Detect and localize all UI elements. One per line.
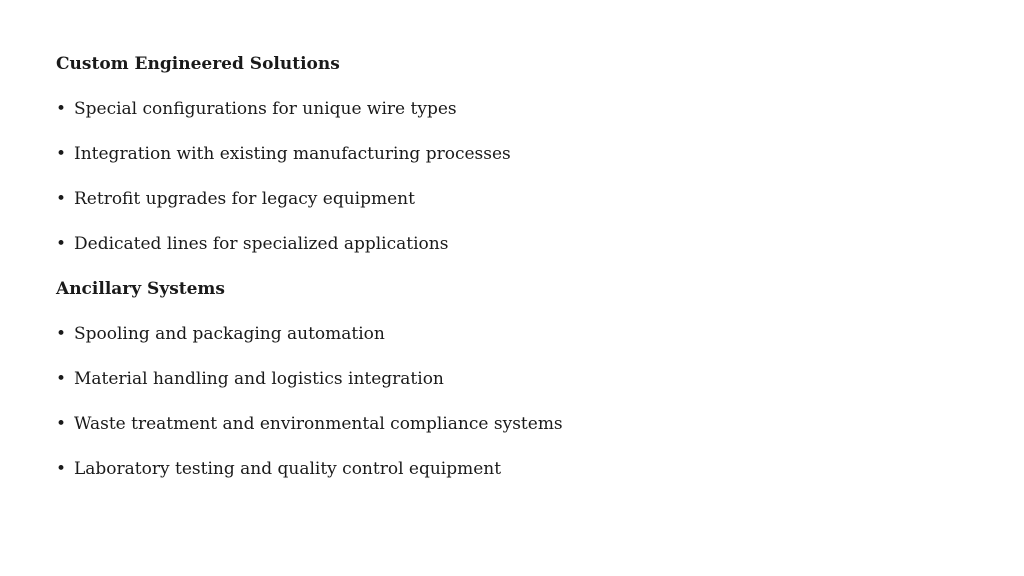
list-item [56,457,956,481]
bullet-icon: • [56,234,67,254]
list-item-text: Spooling and packaging automation [74,324,385,344]
bullet-list [56,322,956,481]
list-item-text: Integration with existing manufacturing processes [74,144,511,164]
section-heading: Ancillary Systems [56,279,225,299]
bullet-icon: • [56,189,67,209]
list-item [56,142,956,166]
list-item [56,232,956,256]
section-heading: Custom Engineered Solutions [56,54,340,74]
section-ancillary-systems [56,277,956,481]
bullet-icon: • [56,369,67,389]
bullet-icon: • [56,144,67,164]
list-item-text: Special configurations for unique wire types [74,99,457,119]
bullet-icon: • [56,459,67,479]
list-item-text: Dedicated lines for specialized applications [74,234,449,254]
bullet-icon: • [56,414,67,434]
list-item [56,367,956,391]
list-item [56,322,956,346]
bullet-icon: • [56,99,67,119]
bullet-icon: • [56,324,67,344]
list-item [56,412,956,436]
section-custom-engineered-solutions [56,52,956,256]
list-item [56,97,956,121]
list-item [56,187,956,211]
slide-content [56,52,956,502]
list-item-text: Waste treatment and environmental compliance systems [74,414,563,434]
list-item-text: Retrofit upgrades for legacy equipment [74,189,415,209]
list-item-text: Material handling and logistics integration [74,369,444,389]
bullet-list [56,97,956,256]
list-item-text: Laboratory testing and quality control equipment [74,459,502,479]
